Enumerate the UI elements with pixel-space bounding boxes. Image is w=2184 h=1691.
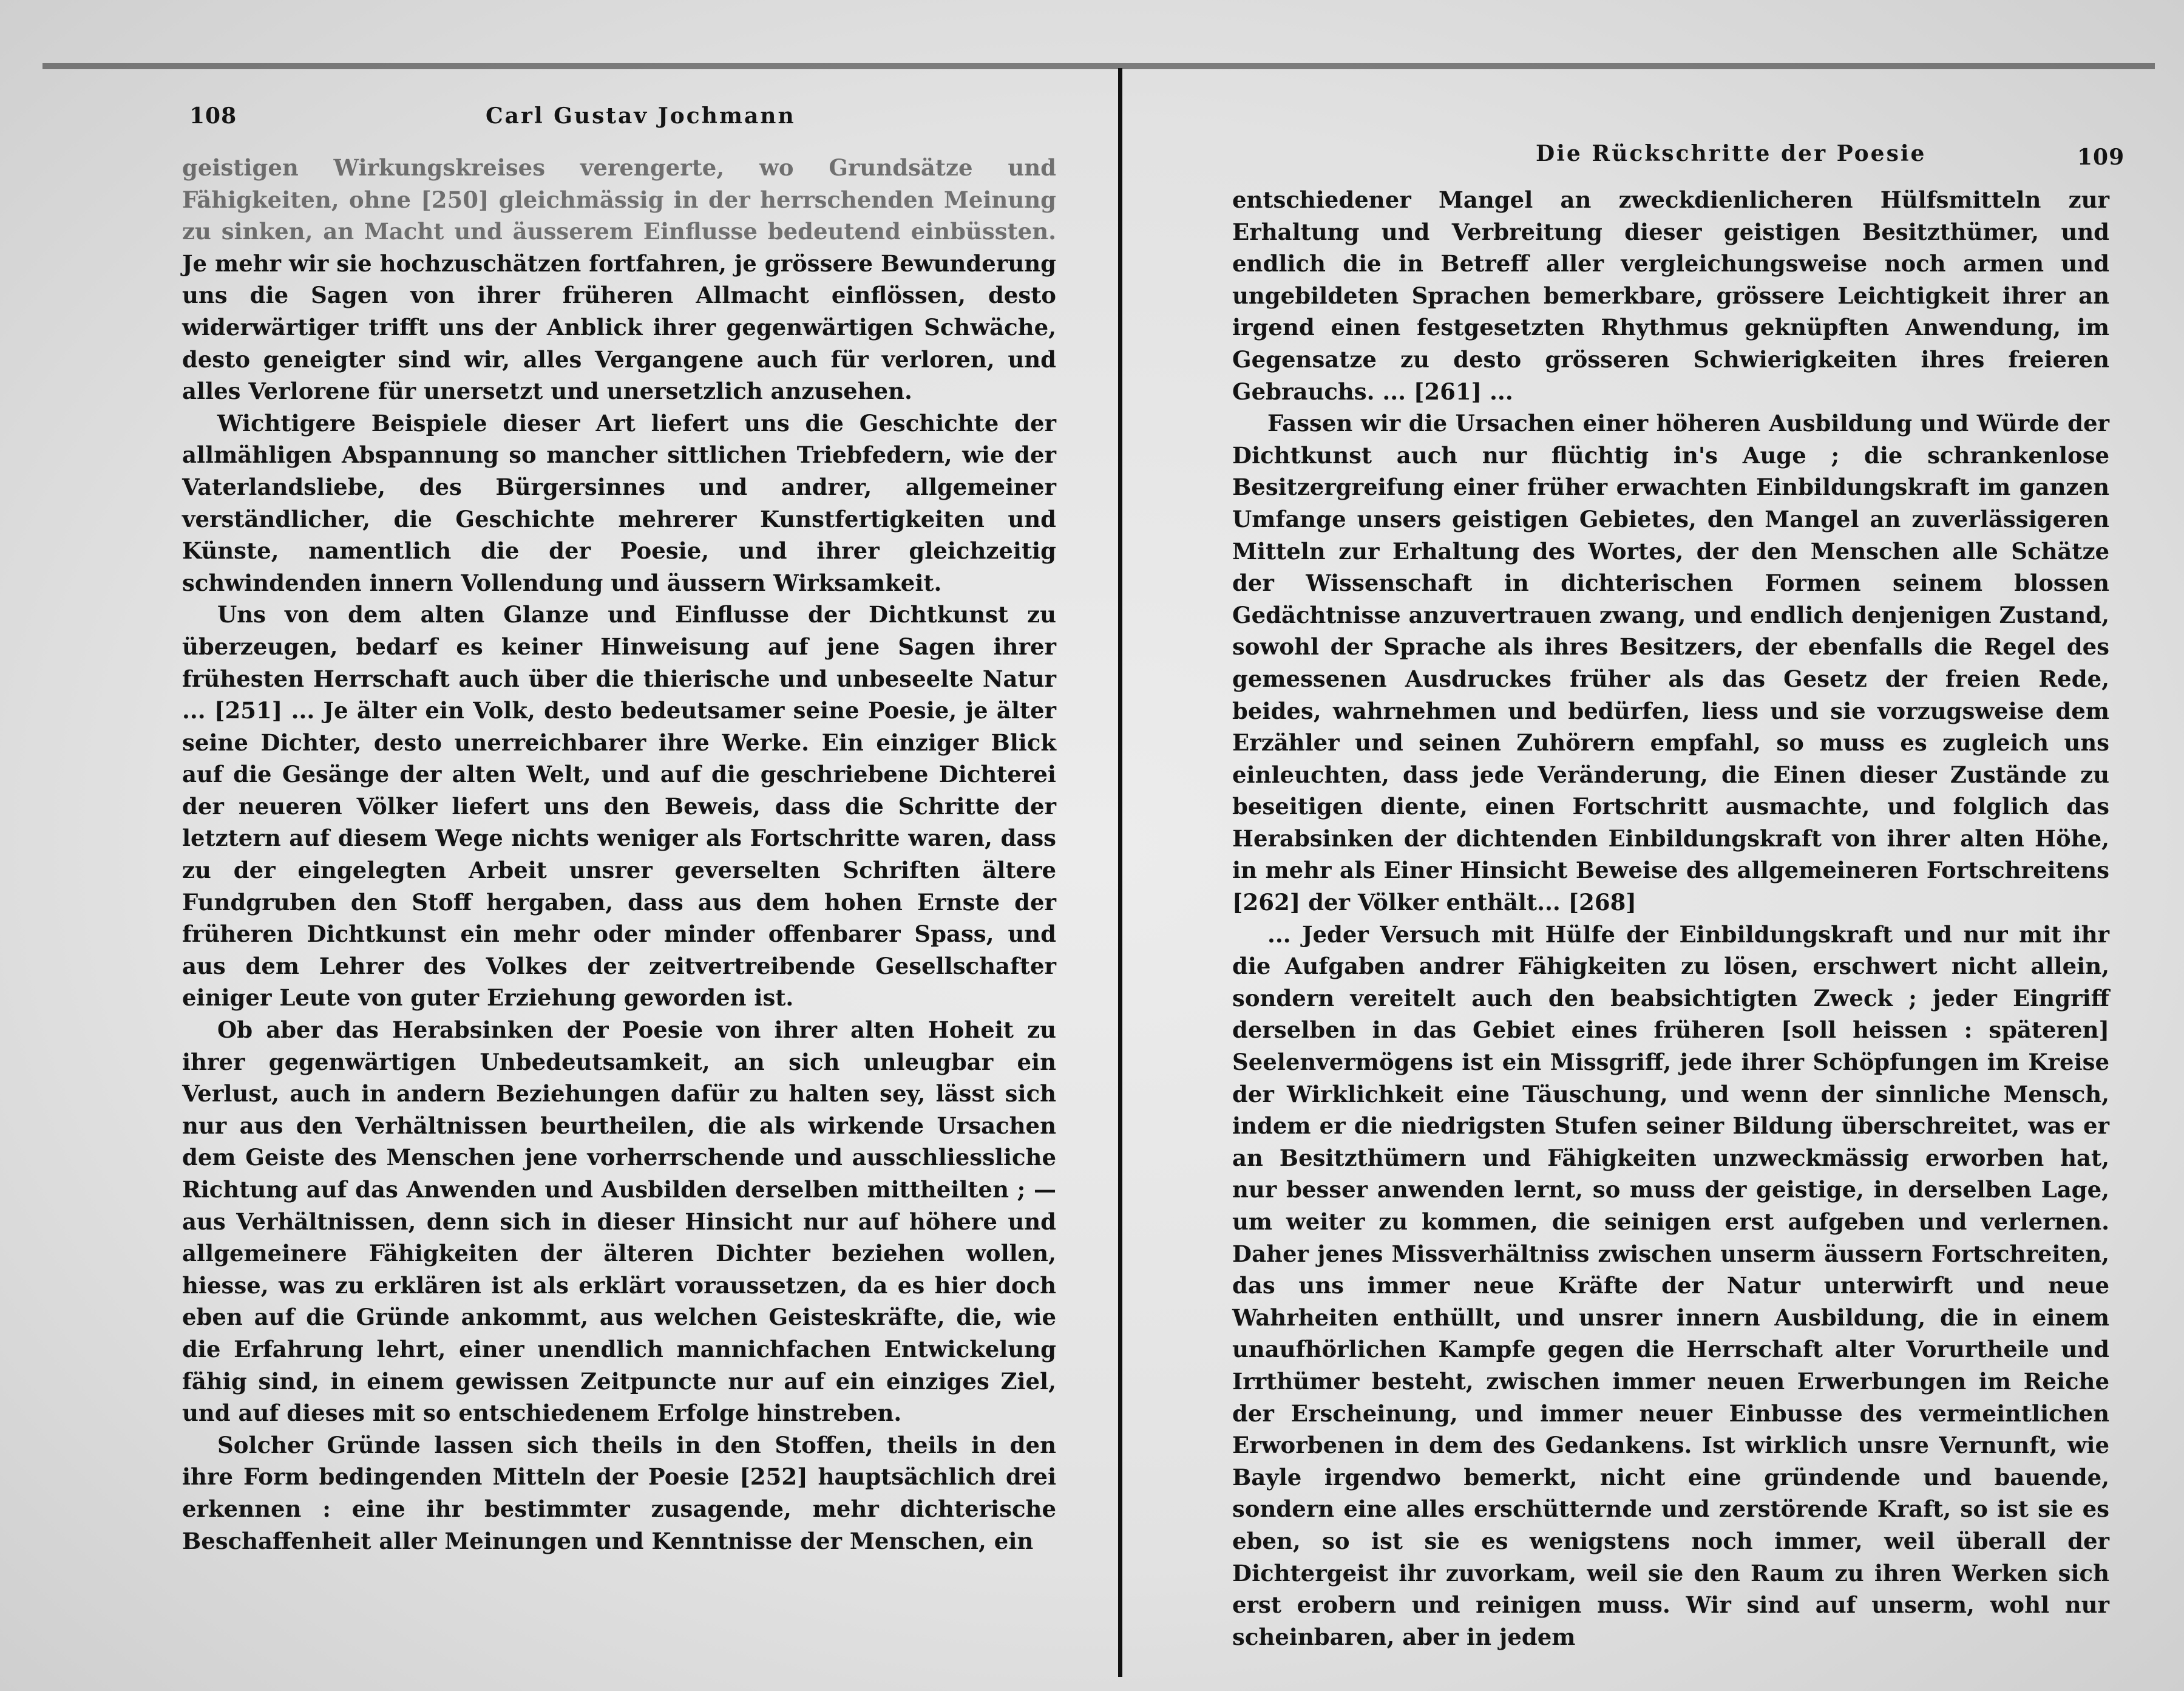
paragraph: Wichtigere Beispiele dieser Art liefert uns die Geschichte der allmähligen Abspannung so mancher sittlichen Triebfedern, wie der Vaterlandsliebe, des Bürgersinnes und andrer, allgemeiner verständlicher, die Geschichte mehrerer Kunstfertigkeiten und Künste, namentlich die der Poesie, und ihrer gleichzeitig schwindenden innern Vollendung und äussern Wirksamkeit.: [182, 409, 1056, 596]
paragraph-continuation: Je mehr wir sie hochzuschätzen fortfahren, je grössere Bewunderung uns die Sagen von ihrer früheren Allmacht einflössen, desto widerwärtiger trifft uns der Anblick ihrer gegenwärtigen Schwäche, desto geneigter sind wir, alles Vergangene auch für verloren, und alles Verlorene für unersetzt und unersetzlich anzusehen.: [182, 250, 1056, 405]
paragraph: Ob aber das Herabsinken der Poesie von ihrer alten Hoheit zu ihrer gegenwärtigen Unbedeutsamkeit, an sich unleugbar ein Verlust, auch in andern Beziehungen dafür zu halten sey, lässt sich nur aus den Verhältnissen beurtheilen, die als wirkende Ursachen dem Geiste des Menschen jene vorherrschende und ausschliessliche Richtung auf das Anwenden und Ausbilden derselben mittheilten ; — aus Verhältnissen, denn sich in dieser Hinsicht nur auf höhere und allgemeinere Fähigkeiten der älteren Dichter beziehen wollen, hiesse, was zu erklären ist als erklärt voraussetzen, da es hier doch eben auf die Gründe ankommt, aus welchen Geisteskräfte, die, wie die Erfahrung lehrt, einer unendlich mannichfachen Entwickelung fähig sind, in einem gewissen Zeitpuncte nur auf ein einziges Ziel, und auf dieses mit so entschiedenem Erfolge hinstreben.: [182, 1016, 1056, 1427]
paragraph: Solcher Gründe lassen sich theils in den Stoffen, theils in den ihre Form bedingenden Mitteln der Poesie [252] hauptsächlich drei erkennen : eine ihr bestimmter zusagende, mehr dichterische Beschaffenheit aller Meinungen und Kenntnisse der Menschen, ein: [182, 1431, 1056, 1554]
paragraph: Uns von dem alten Glanze und Einflusse der Dichtkunst zu überzeugen, bedarf es keiner Hinweisung auf jene Sagen ihrer frühesten Herrschaft auch über die thierische und unbeseelte Natur ... [251] ... Je älter ein Volk, desto bedeutsamer seine Poesie, je älter seine Dichter, desto unerreichbarer ihre Werke. Ein einziger Blick auf die Gesänge der alten Welt, und auf die geschriebene Dichterei der neueren Völker liefert uns den Beweis, dass die Schritte der letztern auf diesem Wege nichts weniger als Fortschritte waren, dass zu der eingelegten Arbeit unsrer geverselten Schriften ältere Fundgruben den Stoff hergaben, dass aus dem hohen Ernste der früheren Dichtkunst ein mehr oder minder offenbarer Spass, und aus dem Lehrer des Volkes der zeitvertreibende Gesellschafter einiger Leute von guter Erziehung geworden ist.: [182, 601, 1056, 1012]
right-page: [1232, 0, 2125, 1691]
page-number: 109: [2077, 145, 2125, 170]
paragraph: ... Jeder Versuch mit Hülfe der Einbildungskraft und nur mit ihr die Aufgaben andrer Fähigkeiten zu lösen, erschwert nicht allein, sondern vereitelt auch den beabsichtigten Zweck ; jeder Eingriff derselben in das Gebiet eines früheren [soll heissen : späteren] Seelenvermögens ist ein Missgriff, jede ihrer Schöpfungen im Kreise der Wirklichkeit eine Täuschung, und wenn der sinnliche Mensch, indem er die niedrigsten Stufen seiner Bildung überschreitet, was er an Besitzthümern und Fähigkeiten unzweckmässig erworben hat, nur besser anwenden lernt, so muss der geistige, in derselben Lage, um weiter zu kommen, die seinigen erst aufgeben und verlernen. Daher jenes Missverhältniss zwischen unserm äussern Fortschreiten, das uns immer neue Kräfte der Natur unterwirft und neue Wahrheiten enthüllt, und unsrer innern Ausbildung, die in einem unaufhörlichen Kampfe gegen die Herrschaft alter Vorurtheile und Irrthümer besteht, zwischen immer neuen Erwerbungen im Reiche der Erscheinung, und immer neuer Einbusse des vermeintlichen Erworbenen in dem des Gedankens. Ist wirklich unsre Vernunft, wie Bayle irgendwo bemerkt, nicht eine gründende und bauende, sondern eine alles erschütternde und zerstörende Kraft, so ist sie es eben, so ist sie es wenigstens noch immer, weil überall der Dichtergeist ihr zuvorkam, weil sie den Raum zu ihren Werken sich erst erobern und reinigen muss. Wir sind auf unserm, wohl nur scheinbaren, aber in jedem: [1232, 920, 2109, 1650]
paragraph: entschiedener Mangel an zweckdienlicheren Hülfsmitteln zur Erhaltung und Verbreitung dieser geistigen Besitzthümer, und endlich die in Betreff aller vergleichungsweise noch armen und ungebildeten Sprachen bemerkbare, grössere Leichtigkeit ihrer an irgend einen festgesetzten Rhythmus geknüpften Anwendung, im Gegensatze zu desto grösseren Schwierigkeiten ihres freieren Gebrauchs. ... [261] ...: [1232, 186, 2109, 405]
running-head: Die Rückschritte der Poesie: [1536, 141, 1927, 166]
faded-text: geistigen Wirkungskreises verengerte, wo Grundsätze und Fähigkeiten, ohne [250] gleichmässig in der herrschenden Meinung zu sinken, an Macht und äusserem Einflusse bedeutend einbüssten.: [182, 154, 1056, 245]
page-number: 108: [189, 103, 237, 129]
paragraph: [182, 152, 1056, 407]
book-gutter: [1118, 68, 1122, 1677]
running-head: Carl Gustav Jochmann: [486, 103, 796, 129]
left-page: [182, 0, 1056, 1691]
paragraph: Fassen wir die Ursachen einer höheren Ausbildung und Würde der Dichtkunst auch nur flüchtig in's Auge ; die schrankenlose Besitzergreifung einer früher erwachten Einbildungskraft im ganzen Umfange unsers geistigen Gebietes, den Mangel an zuverlässigeren Mitteln zur Erhaltung des Wortes, der den Menschen alle Schätze der Wissenschaft in dichterischen Formen seinem blossen Gedächtnisse anzuvertrauen zwang, und endlich denjenigen Zustand, sowohl der Sprache als ihres Besitzers, der ebenfalls die Regel des gemessenen Ausdruckes früher als das Gesetz der freien Rede, beides, wahrnehmen und bedürfen, liess und sie vorzugsweise dem Erzähler und seinen Zuhörern empfahl, so muss es zugleich uns einleuchten, dass jede Veränderung, die Einen dieser Zustände zu beseitigen diente, einen Fortschritt ausmachte, und folglich das Herabsinken der dichtenden Einbildungskraft von ihrer alten Höhe, in mehr als Einer Hinsicht Beweise des allgemeineren Fortschreitens [262] der Völker enthält... [268]: [1232, 410, 2109, 916]
page-body: [1232, 184, 2109, 1650]
page-body: [182, 152, 1056, 1621]
